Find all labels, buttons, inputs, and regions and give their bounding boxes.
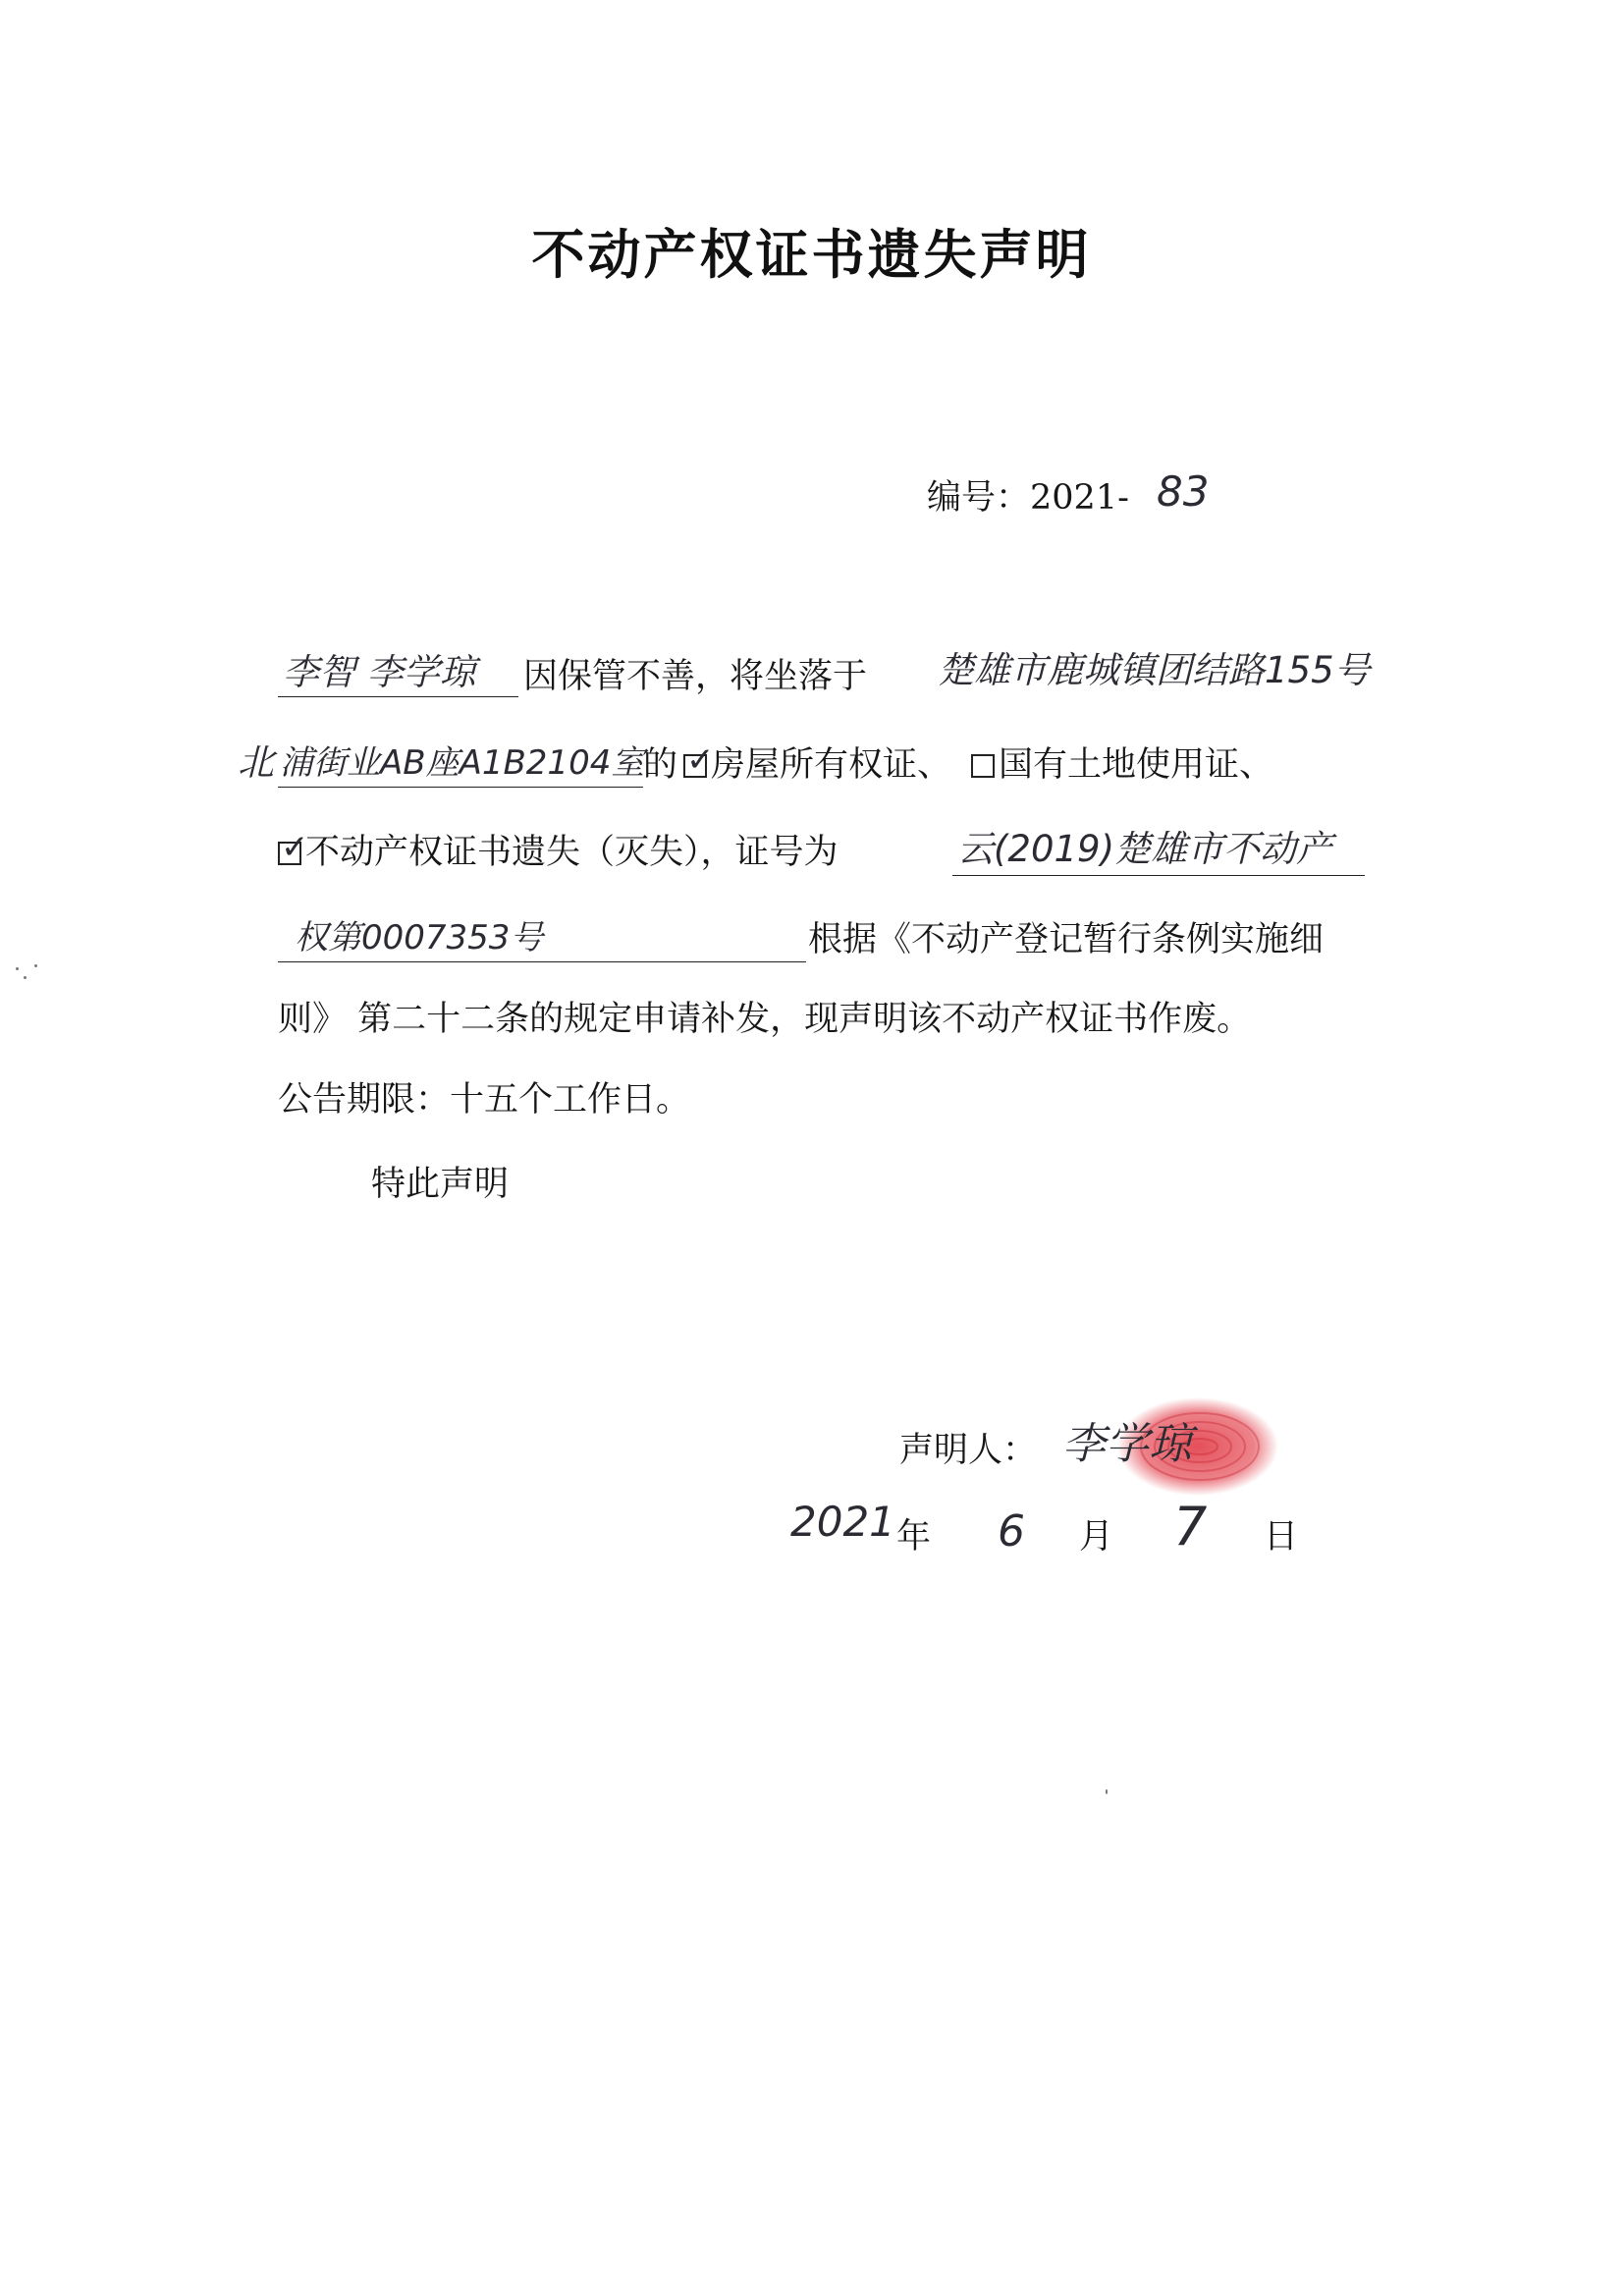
- date-year-handwritten: 2021: [790, 1498, 895, 1546]
- scan-speck: [1106, 1789, 1108, 1794]
- line5-text: 则》 第二十二条的规定申请补发，现声明该不动产权证书作废。: [278, 1000, 1252, 1039]
- number-label: 编号：: [927, 478, 1031, 518]
- line1-text: 因保管不善，将坐落于: [523, 657, 868, 696]
- cert-number-handwritten: 云(2019)楚雄市不动产: [957, 828, 1333, 870]
- de-text: 的: [643, 745, 678, 785]
- number-printed: 2021-: [1030, 478, 1129, 518]
- signature-label: 声明人：: [899, 1431, 1038, 1470]
- house-cert-label: 房屋所有权证、: [711, 745, 952, 785]
- date-day-handwritten: 7: [1173, 1496, 1208, 1558]
- cert-number-underline: [952, 874, 1365, 876]
- date-month-handwritten: 6: [998, 1506, 1025, 1557]
- house-cert-checkbox[interactable]: [683, 740, 715, 780]
- document-number: [927, 473, 1129, 522]
- document-title: 不动产权证书遗失声明: [531, 223, 1092, 286]
- checkmark-icon: ✓: [281, 828, 309, 867]
- line2-text: [643, 740, 1273, 790]
- line4-text: 根据《不动产登记暂行条例实施细: [808, 920, 1325, 959]
- date-month-label: 月: [1079, 1517, 1114, 1557]
- land-cert-label: 国有土地使用证、: [999, 745, 1274, 785]
- property-cert-checkbox[interactable]: [278, 828, 309, 867]
- declarant-name-handwritten: 李智 李学琼: [283, 651, 476, 693]
- location-prefix-handwritten: 北: [238, 741, 274, 784]
- cert-number-cont-handwritten: 权第0007353号: [295, 918, 544, 957]
- line3-text: [278, 828, 839, 877]
- signature-name-handwritten: 李学琼: [1062, 1419, 1192, 1469]
- announcement-period: 公告期限：十五个工作日。: [278, 1080, 691, 1120]
- location-handwritten: 楚雄市鹿城镇团结路155号: [938, 649, 1371, 691]
- scan-speck: [24, 976, 27, 979]
- land-cert-checkbox[interactable]: [971, 754, 995, 778]
- location-cont-handwritten: 浦街业AB座A1B2104室: [280, 743, 645, 783]
- date-day-label: 日: [1264, 1517, 1299, 1557]
- number-handwritten: 83: [1157, 467, 1210, 516]
- scan-speck: [34, 964, 37, 967]
- scan-speck: [16, 967, 19, 970]
- date-year-label: 年: [896, 1517, 932, 1557]
- closing-statement: 特此声明: [371, 1165, 510, 1204]
- checkmark-icon: ✓: [686, 740, 715, 780]
- property-cert-label: 不动产权证书遗失（灭失），证号为: [305, 833, 839, 872]
